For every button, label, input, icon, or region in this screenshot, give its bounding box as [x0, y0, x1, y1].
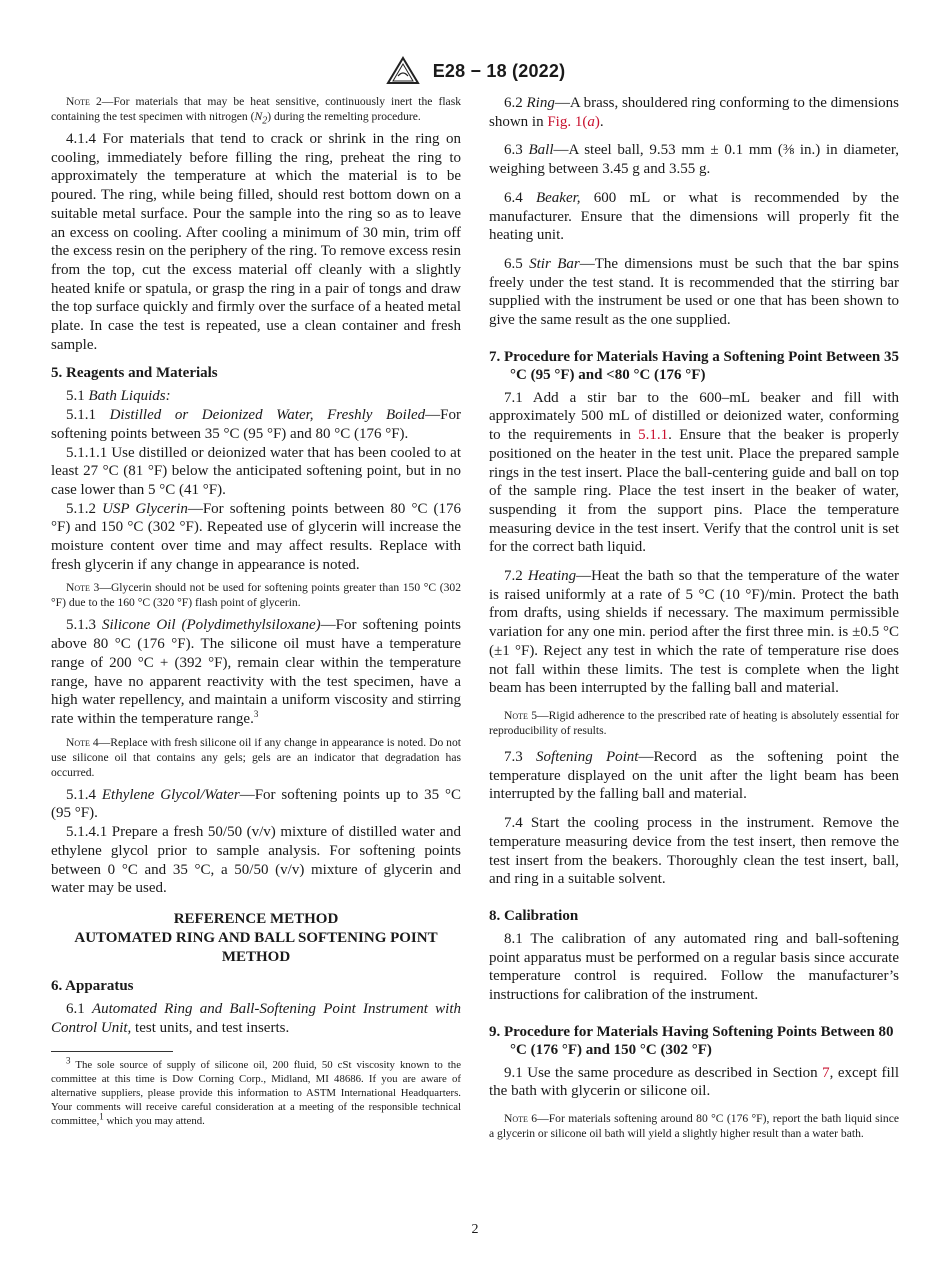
section-5-1-1-link[interactable]: 5.1.1: [638, 427, 669, 444]
note-5: Note 5—Rigid adherence to the prescribed rate of heating is absolutely essential for reproducibility of results.: [489, 708, 899, 737]
para-7-4: 7.4 Start the cooling process in the instrument. Remove the temperature measuring device from the test insert, then remove the test insert from the beakers. Thoroughly clean the test insert, ball, and ring in a suitable solvent.: [489, 815, 899, 888]
para-6-1: 6.1 Automated Ring and Ball-Softening Point Instrument with Control Unit, test units, and test inserts.: [51, 1000, 462, 1036]
note-6: Note 6—For materials softening around 80 °C (176 °F), report the bath liquid since a glycerin or silicone oil bath will yield a slightly higher result than a water bath.: [489, 1112, 899, 1141]
para-5-1-2: 5.1.2 USP Glycerin—For softening points between 80 °C (176 °F) and 150 °C (302 °F). Repeated use of glycerin will increase the moisture content over time and may affect results. Replace with fresh glycerin if any change in appearance is noted.: [51, 500, 461, 573]
figure-1-link[interactable]: Fig. 1(a): [547, 113, 600, 130]
para-7-1: 7.1 Add a stir bar to the 600–mL beaker and fill with approximately 500 mL of distilled or deionized water, conforming to the requirements in 5.1.1. Ensure that the beaker is properly positioned on the heater in the test unit. Place the prepared sample rings in the test insert. Place the ball-centering guide and ball on top of the sample ring. Place the test insert in the beaker of water, suspending it from the support pins. Place the temperature measuring device in the test insert. Verify that the control unit is set for the correct bath liquid.: [489, 389, 899, 556]
right-column: [489, 94, 899, 1147]
para-7-3: 7.3 Softening Point—Record as the softening point the temperature displayed on the unit after the light beam has been interrupted by the falling ball and material.: [489, 748, 899, 803]
para-4-1-4: 4.1.4 For materials that tend to crack or shrink in the ring on cooling, immediately before filling the ring, preheat the ring to approximately the temperature at which the material is to be poured. The ring, while being filled, should rest bottom down on a suitable metal surface. Pour the sample into the ring so as to leave an excess on cooling. After cooling a minimum of 30 min, trim off the excess resin on the periphery of the ring. To remove excess resin from the top, cut the excess material off cleanly with a slightly heated knife or spatula, or grasp the ring in a pair of tongs and draw the top surface quickly and firmly over the surface of a heated metal plate. In case the test is repeated, use a clean container and fresh sample.: [51, 131, 461, 353]
left-column: [51, 94, 461, 1128]
standard-designation: E28 − 18 (2022): [432, 60, 566, 81]
para-6-3: 6.3 Ball—A steel ball, 9.53 mm ± 0.1 mm (⅜ in.) in diameter, weighing between 3.45 g and 3.55 g.: [489, 142, 900, 178]
para-6-2: 6.2 Ring—A brass, shouldered ring conforming to the dimensions shown in Fig. 1(a).: [489, 95, 900, 130]
section-7-link[interactable]: 7: [822, 1064, 830, 1081]
section-6-heading: 6. Apparatus: [51, 977, 134, 994]
para-5-1-4-1: 5.1.4.1 Prepare a fresh 50/50 (v/v) mixture of distilled water and ethylene glycol prior to sample analysis. For softening points between 0 °C and 35 °C, a 50/50 (v/v) mixture of glycerin and water may be used.: [51, 824, 461, 897]
section-5-heading: 5. Reagents and Materials: [51, 365, 218, 382]
para-5-1-1: 5.1.1 Distilled or Deionized Water, Freshly Boiled—For softening points between 35 °C (95 °F) and 80 °C (176 °F).: [51, 407, 461, 442]
footnote-3: $^3$ The sole source of supply of silicone oil, 200 fluid, 50 cSt viscosity known to the committee at this time is Dow Corning Corp., Midland, MI 48686. If you are aware of alternative suppliers, please provide this information to ASTM International Headquarters. Your comments will receive careful consideration at a meeting of the responsible technical committee,$^1$ which you may attend.: [51, 1055, 461, 1128]
para-6-4: 6.4 Beaker, 600 mL or what is recommended by the manufacturer. Ensure that the dimensions will properly fit the heating unit.: [489, 189, 899, 244]
section-8-heading: 8. Calibration: [489, 907, 579, 924]
footnote-rule: [51, 1051, 173, 1052]
section-7-heading: 7. Procedure for Materials Having a Softening Point Between 35 °C (95 °F) and <80 °C (176 °F): [489, 348, 899, 383]
note-3: Note 3—Glycerin should not be used for softening points greater than 150 °C (302 °F) due to the 160 °C (320 °F) flash point of glycerin.: [51, 581, 461, 610]
para-5-1: 5.1 Bath Liquids:: [66, 388, 171, 405]
note-4: Note 4—Replace with fresh silicone oil if any change in appearance is noted. Do not use silicone oil that contains any gels; gels are an indicator that degradation has occurred.: [51, 735, 461, 779]
para-5-1-3: 5.1.3 Silicone Oil (Polydimethylsiloxane)—For softening points above 80 °C (176 °F). The silicone oil must have a temperature range of 200 °C + (392 °F), remain clear within the temperature range, have no apparent reactivity with the test specimen, have a high water repellency, and maintain a uniform viscosity and stirring rate within the temperature range.$^3$: [51, 617, 461, 727]
para-6-5: 6.5 Stir Bar—The dimensions must be such that the bar spins freely under the test stand. It is recommended that the stirring bar supplied with the instrument be used or one that has been shown to give the same result as the one supplied.: [489, 255, 900, 329]
para-9-1: 9.1 Use the same procedure as described in Section 7, except fill the bath with glycerin or silicone oil.: [489, 1064, 899, 1100]
para-8-1: 8.1 The calibration of any automated ring and ball-softening point apparatus must be performed on a regular basis since accurate temperature control is required. Follow the manufacturer’s instructions for calibration of the instrument.: [489, 930, 899, 1004]
note-2: Note 2—For materials that may be heat sensitive, continuously inert the flask containing the test specimen with nitrogen $(N_2)$ during the remelting procedure.: [51, 95, 462, 127]
page-number: 2: [471, 1222, 479, 1237]
footnote-ref-3[interactable]: 3: [253, 708, 259, 719]
page-header: [0, 56, 950, 86]
astm-logo-icon: [385, 56, 421, 86]
section-9-heading: 9. Procedure for Materials Having Softening Points Between 80 °C (176 °F) and 150 °C (302 °F): [489, 1023, 894, 1058]
reference-method-title: REFERENCE METHOD AUTOMATED RING AND BALL SOFTENING POINT METHOD: [74, 910, 438, 965]
para-5-1-4: 5.1.4 Ethylene Glycol/Water—For softening points up to 35 °C (95 °F).: [51, 786, 462, 822]
para-5-1-1-1: 5.1.1.1 Use distilled or deionized water that has been cooled to at least 27 °C (81 °F) below the anticipated softening point, but in no case lower than 5 °C (41 °F).: [51, 444, 461, 498]
para-7-2: 7.2 Heating—Heat the bath so that the temperature of the water is raised uniformly at a rate of 5 °C (10 °F)/min. Protect the bath from drafts, using shields if necessary. The maximum permissible variation for any one min. period after the first three min. is ±0.5 °C (±1 °F). Reject any test in which the rate of temperature rise does not fall within these limits. The test is complete when the light beam has been interrupted by the falling ball and material.: [489, 568, 899, 697]
